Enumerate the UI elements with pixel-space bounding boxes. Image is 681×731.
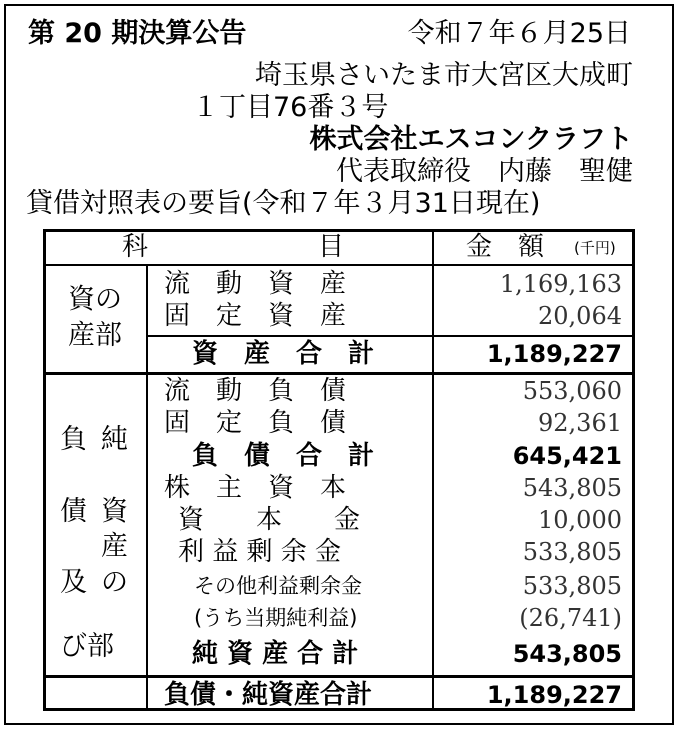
equity-row-label: 利 益 剰 余 金 [178,537,342,567]
liab-section-label: 負 [60,424,87,455]
equity-row-value: 533,805 [522,538,622,566]
representative: 代表取締役 内藤 聖健 [336,156,633,187]
asset-row-value: 1,169,163 [499,270,622,298]
notice-title: 第 20 期決算公告 [28,18,247,49]
liab-section-label: 及 [60,567,87,598]
asset-total-divider [146,335,632,337]
asset-row-value: 20,064 [538,302,622,330]
address-line-1: 埼玉県さいたま市大宮区大成町 [255,60,633,91]
equity-row-label: 株 主 資 本 [164,473,347,503]
grand-total-divider [46,675,632,678]
header-amount: 金 額 [466,232,545,262]
liability-row-label: 流 動 負 債 [164,376,347,406]
liability-total-value: 645,421 [512,442,622,470]
equity-section-label: 純 [101,424,128,455]
liability-row-value: 553,060 [522,377,622,405]
equity-row-value: (26,741) [519,604,622,632]
grand-total-label: 負債・純資産合計 [164,680,373,710]
liability-row-label: 固 定 負 債 [164,408,347,438]
grand-total-value: 1,189,227 [486,681,622,709]
section-divider [46,372,632,375]
asset-total-label: 資 産 合 計 [192,339,375,369]
equity-section-label: 産 [101,531,128,562]
header-kamoku-2: 目 [318,232,345,262]
company-name: 株式会社エスコンクラフト [309,124,633,155]
liability-total-label: 負 債 合 計 [192,441,375,471]
liab-section-label: び部 [60,631,114,662]
equity-row-value: 533,805 [522,572,622,600]
address-line-2: １丁目76番３号 [192,92,389,123]
asset-row-label: 流 動 資 産 [164,269,347,299]
equity-row-label: (うち当期純利益) [194,606,358,630]
net-assets-total-label: 純 資 産 合 計 [192,639,359,669]
equity-row-label: その他利益剰余金 [194,574,362,598]
net-assets-total-value: 543,805 [512,640,622,668]
header-unit: (千円) [574,239,616,257]
assets-section-label-2: 産部 [68,320,122,351]
liability-row-value: 92,361 [538,409,622,437]
asset-row-label: 固 定 資 産 [164,301,347,331]
equity-row-value: 10,000 [538,506,622,534]
assets-section-label-1: 資の [68,284,122,315]
col-divider-amount [432,232,434,708]
notice-date: 令和７年６月25日 [407,18,631,49]
balance-sheet-subtitle: 貸借対照表の要旨(令和７年３月31日現在) [26,188,541,219]
col-divider-section [146,264,148,708]
equity-section-label: 資 [101,496,128,527]
equity-section-label: の [101,567,128,598]
equity-row-value: 543,805 [522,474,622,502]
asset-total-value: 1,189,227 [486,340,622,368]
liab-section-label: 債 [60,496,87,527]
header-kamoku-1: 科 [122,232,149,262]
header-divider [46,264,632,266]
equity-row-label: 資 本 金 [178,505,361,535]
balance-sheet-table [43,229,635,711]
